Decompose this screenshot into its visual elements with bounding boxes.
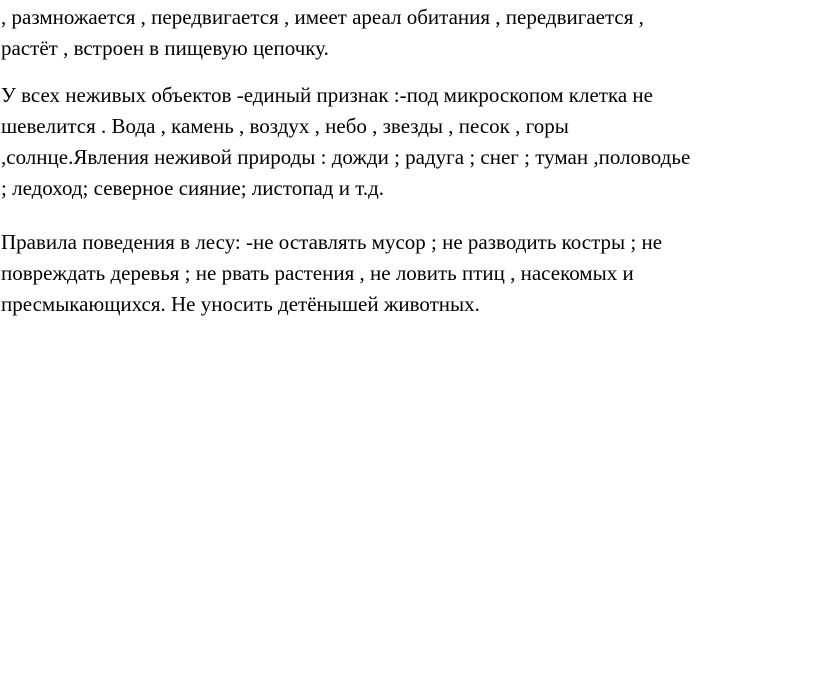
- text-line: , размножается , передвигается , имеет ареал обитания , передвигается ,: [1, 5, 644, 29]
- paragraph-living-traits: [1, 2, 811, 64]
- text-line: Правила поведения в лесу: -не оставлять мусор ; не разводить костры ; не: [1, 230, 663, 254]
- paragraph-nonliving-objects: [1, 80, 811, 204]
- text-line: ,солнце.Явления неживой природы : дожди ; радуга ; снег ; туман ,половодье: [1, 145, 691, 169]
- text-line: растёт , встроен в пищевую цепочку.: [1, 36, 329, 60]
- text-line: ; ледоход; северное сияние; листопад и т.д.: [1, 176, 385, 200]
- text-line: повреждать деревья ; не рвать растения , не ловить птиц , насекомых и: [1, 261, 634, 285]
- text-line: шевелится . Вода , камень , воздух , небо , звезды , песок , горы: [1, 114, 569, 138]
- text-line: У всех неживых объектов -единый признак :-под микроскопом клетка не: [1, 83, 653, 107]
- paragraph-forest-rules: [1, 227, 811, 320]
- text-line: пресмыкающихся. Не уносить детёнышей животных.: [1, 292, 480, 316]
